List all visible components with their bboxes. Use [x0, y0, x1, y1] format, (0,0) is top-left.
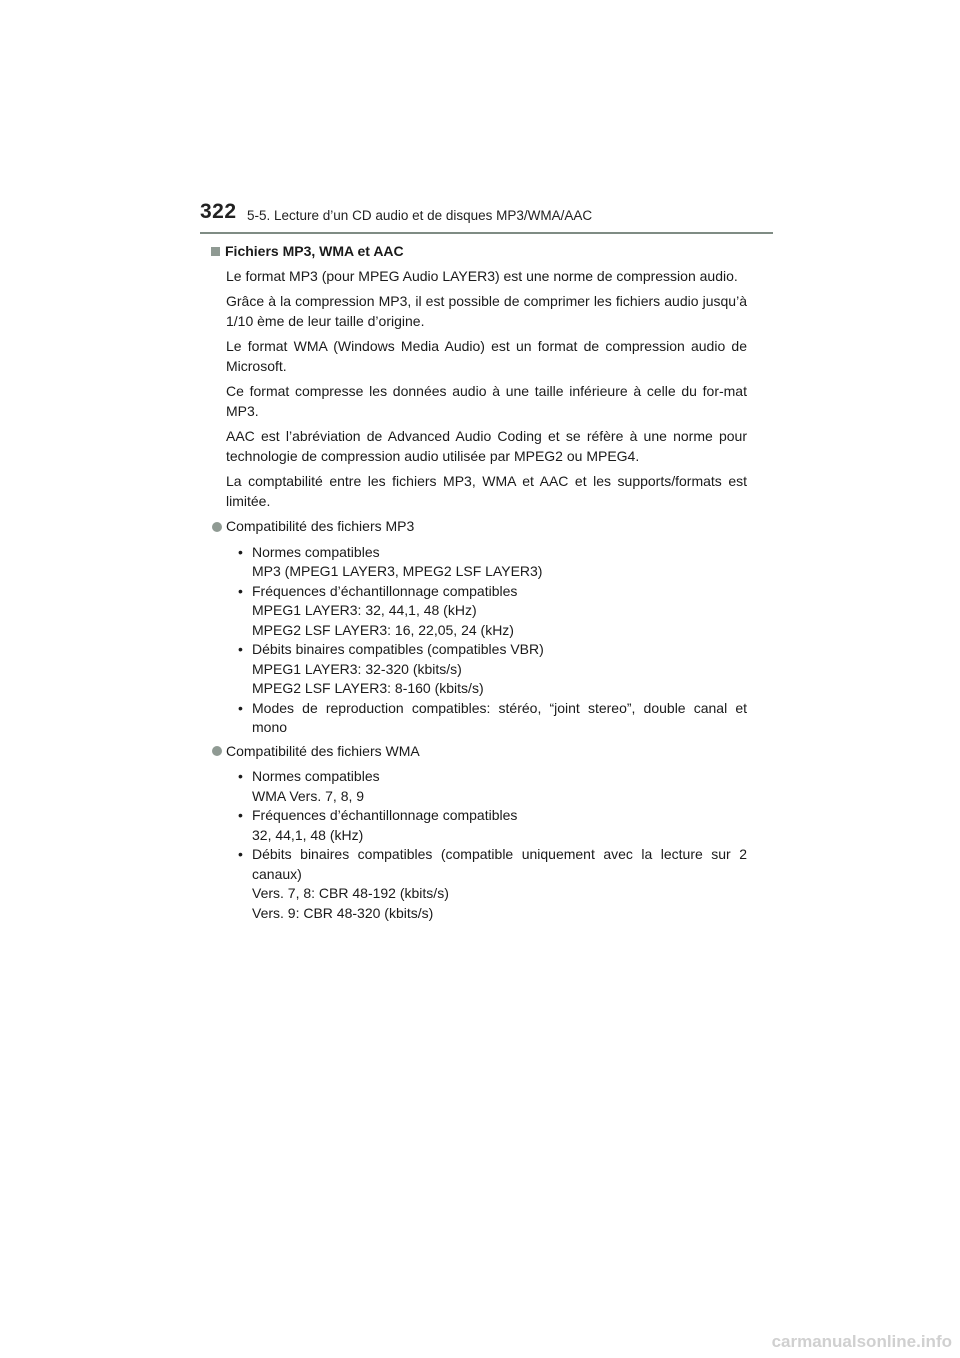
item-line: MPEG2 LSF LAYER3: 16, 22,05, 24 (kHz): [252, 621, 514, 638]
square-bullet-icon: [211, 247, 220, 256]
wma-compat-title: Compatibilité des fichiers WMA: [226, 742, 420, 759]
list-bullet: •: [238, 846, 243, 862]
paragraph: Ce format compresse les données audio à une taille inférieure à celle du for-mat MP3.: [226, 383, 747, 419]
running-title: 5-5. Lecture d’un CD audio et de disques MP3/WMA/AAC: [247, 208, 593, 223]
mp3-compat-title: Compatibilité des fichiers MP3: [226, 518, 415, 534]
paragraph: Grâce à la compression MP3, il est possible de comprimer les fichiers audio jusqu’à 1/10 ème de leur taille d’origine.: [226, 293, 747, 329]
list-item: [238, 699, 747, 738]
item-line: 32, 44,1, 48 (kHz): [252, 826, 364, 843]
section-title: Fichiers MP3, WMA et AAC: [225, 243, 404, 259]
list-bullet: •: [238, 582, 243, 599]
item-line: Normes compatibles: [252, 768, 380, 784]
item-line: Débits binaires compatibles (compatibles VBR): [252, 641, 544, 657]
round-bullet-icon: [212, 522, 222, 532]
list-bullet: •: [238, 807, 243, 823]
header-rule: [200, 232, 773, 234]
item-line: Fréquences d’échantillonnage compatibles: [252, 807, 518, 823]
paragraph: Le format WMA (Windows Media Audio) est un format de compression audio de Microsoft.: [226, 338, 747, 374]
wma-compat-list: [238, 767, 747, 923]
list-item: [238, 806, 747, 845]
list-item: [238, 582, 747, 641]
item-line: MPEG1 LAYER3: 32-320 (kbits/s): [252, 660, 462, 677]
section-heading: [212, 242, 747, 262]
list-item: [238, 543, 747, 582]
paragraph: AAC est l’abréviation de Advanced Audio Coding et se réfère à une norme pour technologie de compression audio utilisée par MPEG2 ou MPEG4.: [226, 428, 747, 464]
item-line: MP3 (MPEG1 LAYER3, MPEG2 LSF LAYER3): [252, 563, 543, 579]
item-line: Vers. 9: CBR 48-320 (kbits/s): [252, 904, 434, 921]
item-line: Fréquences d’échantillonnage compatibles: [252, 582, 518, 599]
list-item: [238, 845, 747, 923]
mp3-compat-list: [238, 543, 747, 738]
item-line: Débits binaires compatibles (compatible uniquement avec la lecture sur 2 canaux): [252, 846, 747, 882]
item-line: MPEG1 LAYER3: 32, 44,1, 48 (kHz): [252, 602, 477, 618]
list-item: [238, 767, 747, 806]
page-number: 322: [200, 200, 237, 223]
item-line: MPEG2 LSF LAYER3: 8-160 (kbits/s): [252, 680, 484, 696]
list-bullet: •: [238, 641, 243, 657]
page-header: [0, 0, 960, 240]
mp3-compat-heading: [212, 517, 747, 537]
list-bullet: •: [238, 543, 243, 560]
item-line: Vers. 7, 8: CBR 48-192 (kbits/s): [252, 885, 449, 901]
wma-compat-heading: [212, 742, 747, 762]
watermark: carmanualsonline.info: [771, 1332, 952, 1351]
list-bullet: •: [238, 699, 243, 716]
page-content: [212, 242, 747, 927]
paragraph: La comptabilité entre les fichiers MP3, WMA et AAC et les supports/formats est limitée.: [226, 473, 747, 509]
list-bullet: •: [238, 768, 243, 784]
paragraph: Le format MP3 (pour MPEG Audio LAYER3) est une norme de compression audio.: [226, 267, 738, 284]
item-line: WMA Vers. 7, 8, 9: [252, 787, 365, 804]
list-item: [238, 640, 747, 699]
item-line: Normes compatibles: [252, 543, 380, 560]
item-line: Modes de reproduction compatibles: stéréo, “joint stereo”, double canal et mono: [252, 699, 747, 735]
round-bullet-icon: [212, 746, 222, 756]
